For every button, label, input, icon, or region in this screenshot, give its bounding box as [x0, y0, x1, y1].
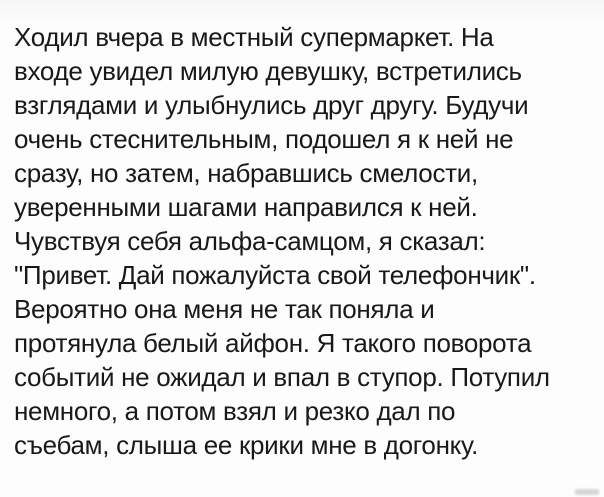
- story-line: Ходил вчера в местный супермаркет. На: [14, 22, 494, 52]
- story-line: Чувствуя себя альфа-самцом, я сказал:: [14, 226, 486, 256]
- story-line: событий не ожидал и впал в ступор. Потупил: [14, 362, 550, 392]
- story-line: входе увидел милую девушку, встретились: [14, 56, 522, 86]
- story-line: взглядами и улыбнулись друг другу. Будучи: [14, 90, 529, 120]
- story-line: уверенными шагами направился к ней.: [14, 192, 478, 222]
- story-line: съебам, слыша ее крики мне в догонку.: [14, 430, 479, 460]
- story-line: Вероятно она меня не так поняла и: [14, 294, 435, 324]
- story-line: очень стеснительным, подошел я к ней не: [14, 124, 514, 154]
- story-line: сразу, но затем, набравшись смелости,: [14, 158, 478, 188]
- story-line: протянула белый айфон. Я такого поворота: [14, 328, 532, 358]
- story-line: "Привет. Дай пожалуйста свой телефончик".: [14, 260, 536, 290]
- story-line: немного, а потом взял и резко дал по: [14, 396, 456, 426]
- corner-smudge: [575, 489, 599, 495]
- story-text: [14, 20, 598, 462]
